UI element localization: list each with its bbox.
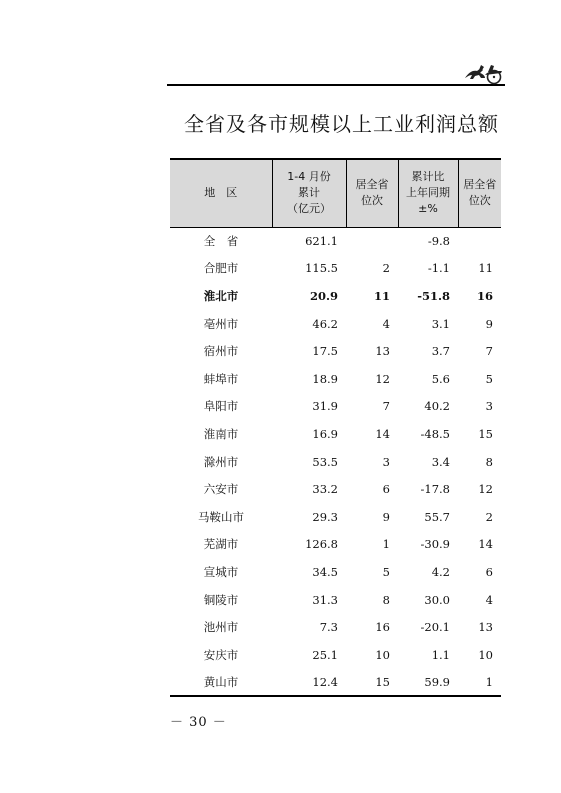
cell-rank: 9 <box>382 509 390 524</box>
cell-region: 淮北市 <box>203 288 239 303</box>
cell-value: 126.8 <box>305 537 338 552</box>
table-row <box>170 393 501 421</box>
cell-change-rank: 3 <box>485 399 493 414</box>
page-title: 全省及各市规模以上工业利润总额 <box>184 112 499 136</box>
cell-change: -1.1 <box>427 261 450 276</box>
table-row <box>170 558 501 586</box>
cell-value: 16.9 <box>312 426 338 441</box>
column-header-change-rank-line1: 居全省 <box>463 178 497 192</box>
table-row <box>170 641 501 669</box>
cell-value: 31.9 <box>312 399 338 414</box>
table-row <box>170 310 501 338</box>
cell-change: 1.1 <box>431 647 450 662</box>
cell-rank: 8 <box>382 592 390 607</box>
cell-region: 铜陵市 <box>203 592 239 607</box>
cell-change-rank: 2 <box>485 509 493 524</box>
cell-rank: 14 <box>375 426 390 441</box>
cell-rank: 4 <box>382 316 390 331</box>
cell-value: 7.3 <box>319 620 338 635</box>
cell-change: 59.9 <box>424 674 450 689</box>
cell-change: 3.4 <box>431 454 450 469</box>
column-header-rank-line2: 位次 <box>361 194 383 208</box>
cell-value: 25.1 <box>312 647 338 662</box>
table-body <box>170 227 501 696</box>
cell-change-rank: 11 <box>478 261 493 276</box>
cell-value: 115.5 <box>305 261 338 276</box>
column-header-change-line2: 上年同期 <box>406 186 450 200</box>
cell-value: 33.2 <box>312 482 338 497</box>
cell-region: 池州市 <box>203 620 239 635</box>
cell-region: 六安市 <box>203 482 239 497</box>
cell-change-rank: 7 <box>485 344 493 359</box>
cell-region: 芜湖市 <box>203 537 239 552</box>
cell-region: 阜阳市 <box>203 399 239 414</box>
column-header-change-rank-line2: 位次 <box>468 194 491 208</box>
cell-value: 20.9 <box>309 288 338 303</box>
column-header-change-rank <box>458 159 501 227</box>
cell-change-rank: 6 <box>485 564 493 579</box>
cell-rank: 2 <box>382 261 390 276</box>
cell-rank: 5 <box>382 564 390 579</box>
cell-change-rank: 13 <box>478 620 493 635</box>
cell-value: 46.2 <box>312 316 338 331</box>
cell-change-rank: 8 <box>485 454 493 469</box>
table-row <box>170 337 501 365</box>
table-row <box>170 282 501 310</box>
table-row <box>170 255 501 283</box>
column-header-rank <box>346 159 398 227</box>
cell-region: 蚌埠市 <box>203 371 239 386</box>
cell-change: 5.6 <box>431 371 450 386</box>
cell-change-rank: 15 <box>478 426 493 441</box>
table-row <box>170 227 501 255</box>
cell-change: -20.1 <box>420 620 450 635</box>
table-row <box>170 420 501 448</box>
cell-region: 黄山市 <box>203 674 239 689</box>
cell-region: 马鞍山市 <box>198 509 244 524</box>
cell-change-rank <box>458 227 501 255</box>
cell-change-rank: 4 <box>485 592 493 607</box>
cell-region: 宣城市 <box>203 564 239 579</box>
cell-region: 全 省 <box>203 234 239 249</box>
cell-rank: 12 <box>375 371 390 386</box>
cell-change: 4.2 <box>431 564 450 579</box>
column-header-region-label: 地 区 <box>204 186 238 200</box>
cell-rank: 7 <box>382 399 390 414</box>
column-header-change-line3: ±% <box>418 202 438 216</box>
cell-rank: 1 <box>382 537 390 552</box>
cell-rank: 6 <box>382 482 390 497</box>
column-header-value <box>272 159 346 227</box>
cell-change-rank: 12 <box>478 482 493 497</box>
table-row <box>170 669 501 697</box>
column-header-change <box>398 159 458 227</box>
cell-rank: 11 <box>373 288 390 303</box>
cell-change: -17.8 <box>420 482 450 497</box>
cell-rank: 3 <box>382 454 390 469</box>
cell-change-rank: 10 <box>478 647 493 662</box>
table-row <box>170 365 501 393</box>
cell-change: 30.0 <box>424 592 450 607</box>
column-header-change-line1: 累计比 <box>411 170 445 184</box>
cell-region: 滁州市 <box>203 454 239 469</box>
cell-change: -30.9 <box>420 537 450 552</box>
cell-value: 29.3 <box>312 509 338 524</box>
cell-value: 53.5 <box>312 454 338 469</box>
cell-value: 18.9 <box>312 371 338 386</box>
cell-change-rank: 1 <box>485 674 493 689</box>
cell-rank: 15 <box>375 674 390 689</box>
cell-change-rank: 9 <box>485 316 493 331</box>
profit-table <box>170 158 501 697</box>
cell-change-rank: 14 <box>478 537 493 552</box>
cell-rank: 13 <box>375 344 390 359</box>
cell-change: -48.5 <box>420 426 450 441</box>
column-header-value-line2: 累计 <box>298 186 320 200</box>
cell-change-rank: 5 <box>485 371 493 386</box>
table-row <box>170 503 501 531</box>
cell-value: 34.5 <box>312 564 338 579</box>
table-row <box>170 475 501 503</box>
page-number: － 30 － <box>170 715 227 730</box>
cell-change: 55.7 <box>424 509 450 524</box>
table-row <box>170 448 501 476</box>
cell-change-rank: 16 <box>476 288 493 303</box>
cell-rank <box>346 227 398 255</box>
cell-region: 合肥市 <box>203 261 239 276</box>
cell-value: 31.3 <box>312 592 338 607</box>
table-header-row <box>170 159 501 227</box>
cell-region: 淮南市 <box>203 426 239 441</box>
table-header <box>170 159 501 227</box>
column-header-value-line3: （亿元） <box>287 202 331 216</box>
cell-change: 3.7 <box>431 344 450 359</box>
cell-rank: 16 <box>375 620 390 635</box>
cell-region: 安庆市 <box>203 647 239 662</box>
table-row <box>170 586 501 614</box>
cell-change: 40.2 <box>424 399 450 414</box>
table-row <box>170 613 501 641</box>
cell-value: 17.5 <box>312 344 338 359</box>
table-row <box>170 531 501 559</box>
cell-change: -51.8 <box>417 288 450 303</box>
cell-change: 3.1 <box>431 316 450 331</box>
cell-region: 亳州市 <box>203 316 239 331</box>
column-header-rank-line1: 居全省 <box>355 178 389 192</box>
header-rule <box>167 84 505 86</box>
cell-rank: 10 <box>375 647 390 662</box>
horse-chariot-logo-icon <box>463 62 505 86</box>
column-header-value-line1: 1-4 月份 <box>287 170 331 184</box>
cell-value: 621.1 <box>305 234 338 249</box>
cell-region: 宿州市 <box>203 344 239 359</box>
column-header-region <box>170 159 272 227</box>
cell-value: 12.4 <box>312 674 338 689</box>
cell-change: -9.8 <box>427 234 450 249</box>
